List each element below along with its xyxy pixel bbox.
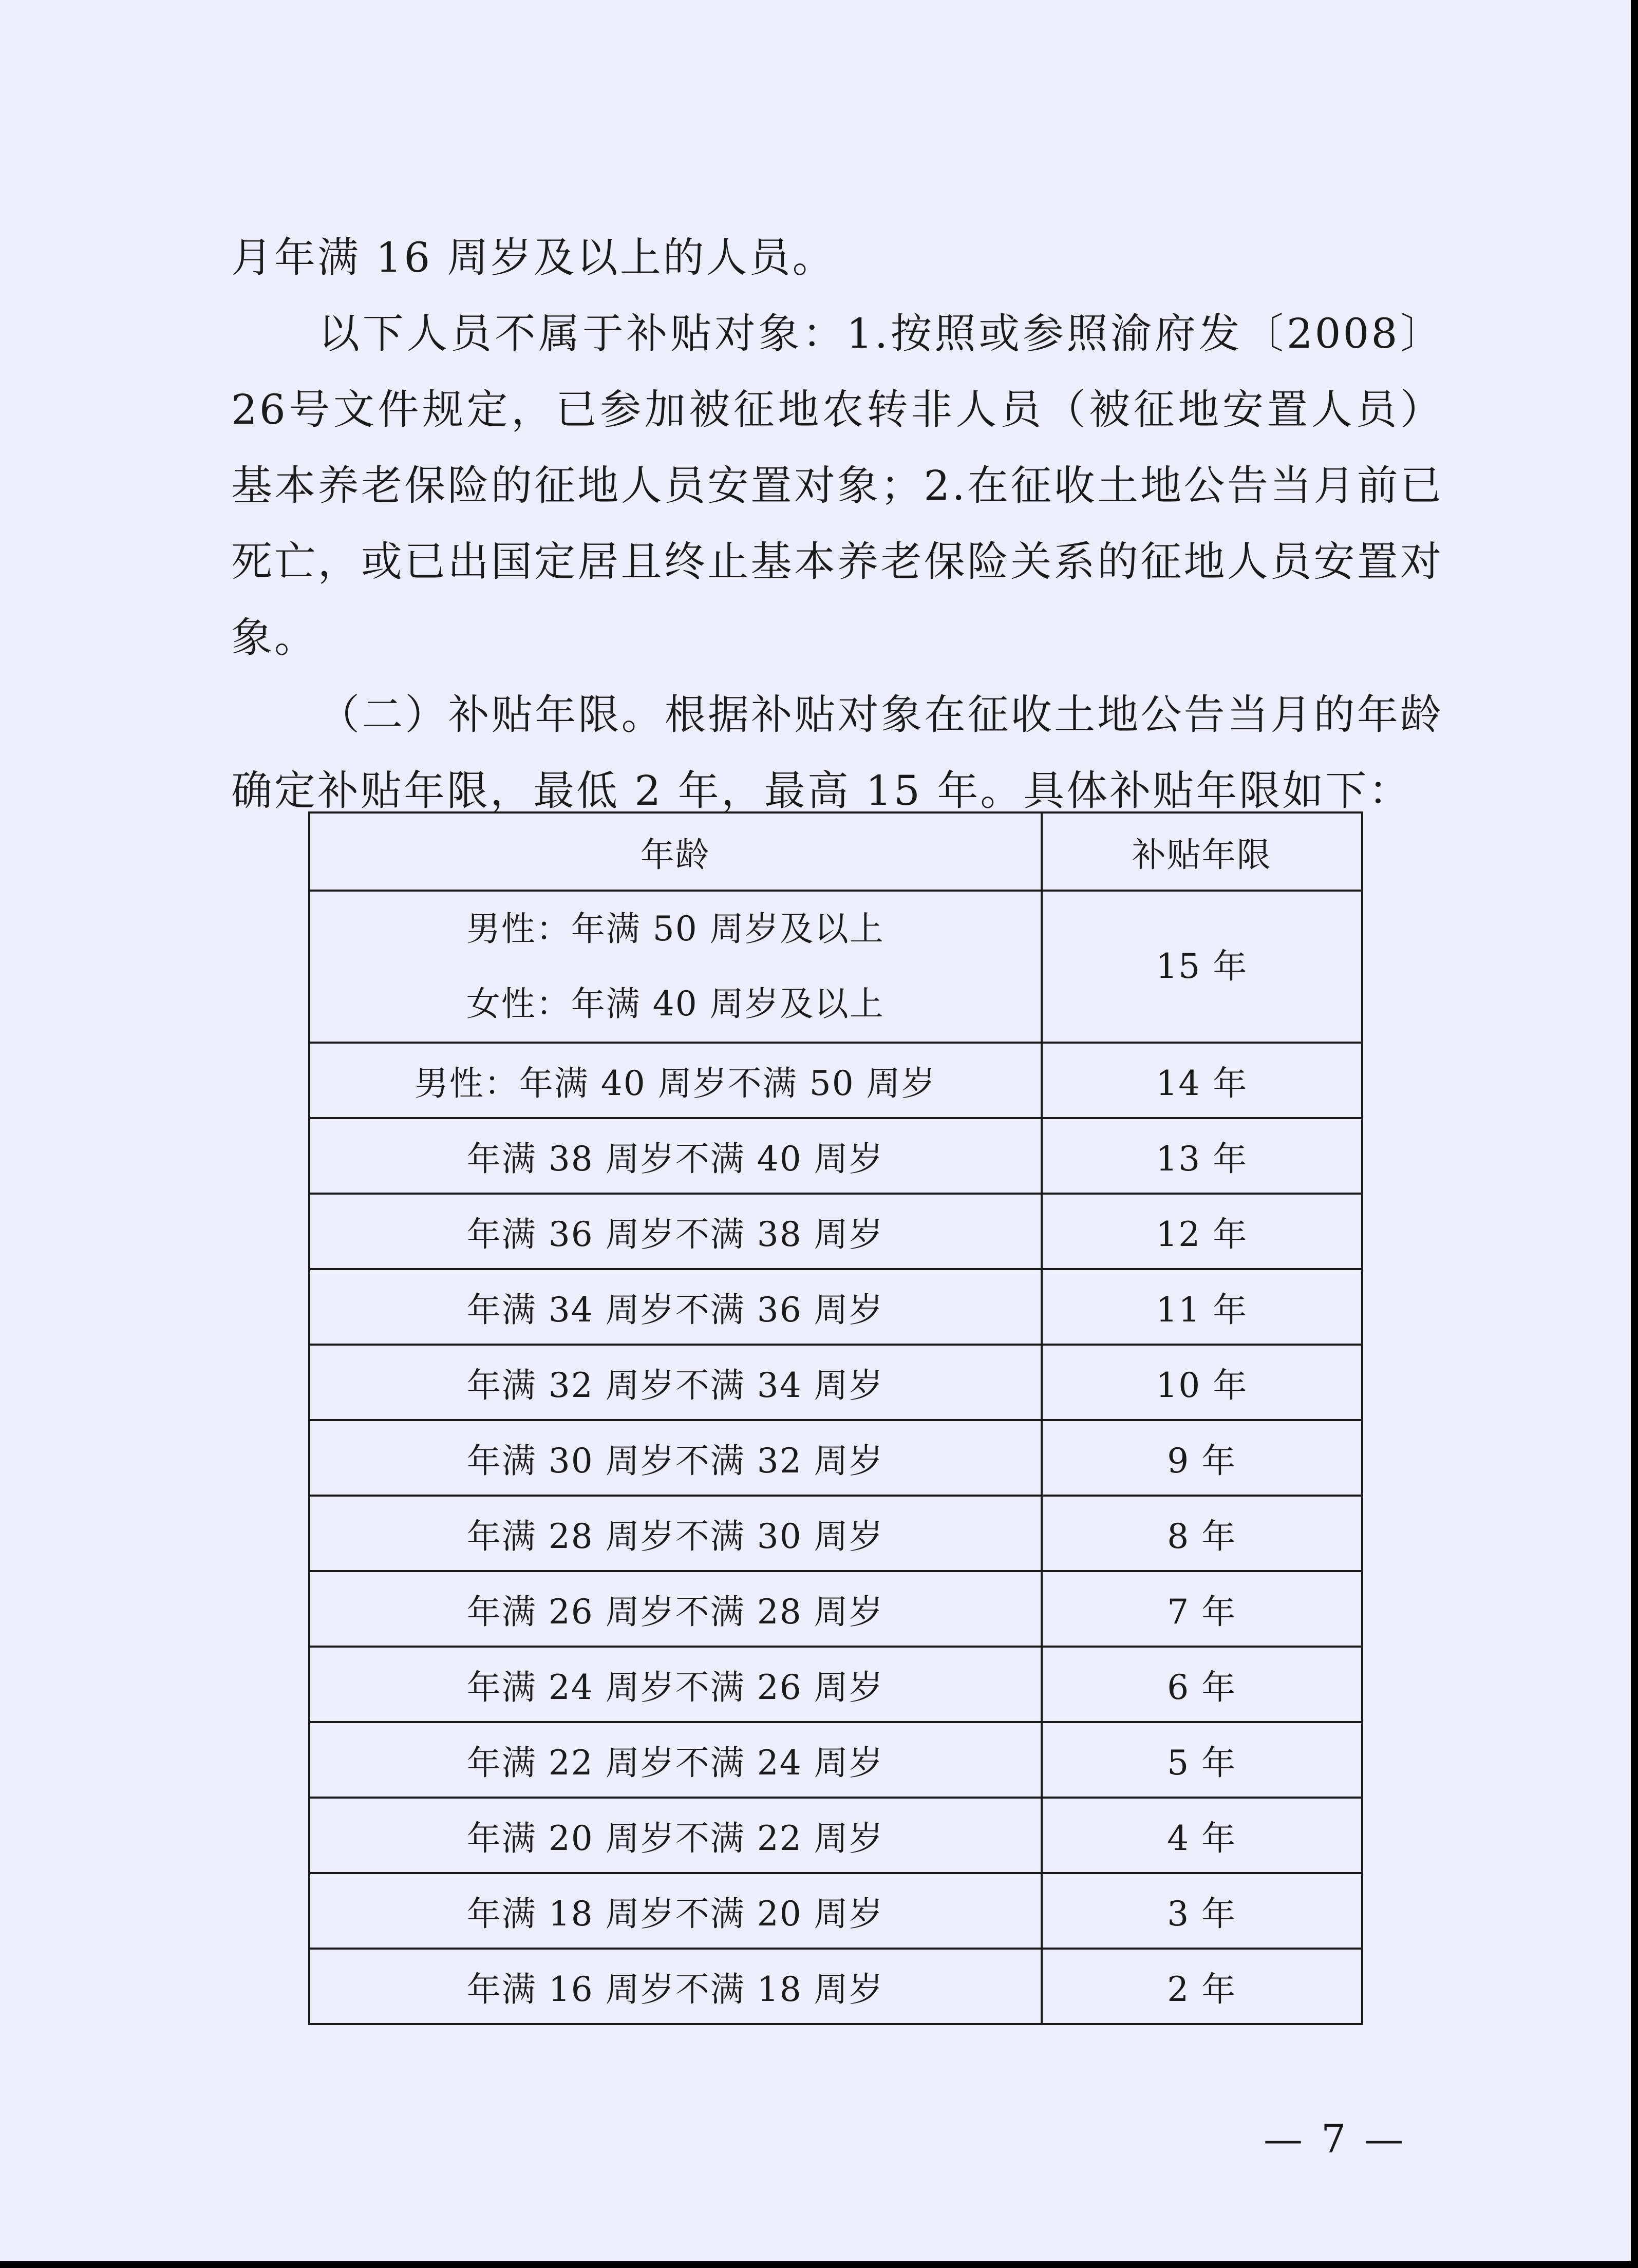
table-row [309,1571,1362,1647]
years-cell: 11 年 [1042,1269,1363,1345]
age-column-header: 年龄 [309,812,1042,891]
table-row [309,1873,1362,1949]
age-cell-line-female: 女性：年满 40 周岁及以上 [466,984,884,1024]
years-cell: 13 年 [1042,1118,1363,1194]
table-row [309,1043,1362,1118]
table-row [309,891,1362,1043]
scan-edge-bottom [0,2261,1638,2268]
table-row [309,1420,1362,1496]
table-row [309,1345,1362,1420]
age-cell: 年满 36 周岁不满 38 周岁 [309,1194,1042,1269]
age-cell: 年满 18 周岁不满 20 周岁 [309,1873,1042,1949]
years-cell: 7 年 [1042,1571,1363,1647]
continuation-paragraph: 月年满 16 周岁及以上的人员。 [231,234,836,281]
years-cell: 10 年 [1042,1345,1363,1420]
years-cell: 5 年 [1042,1722,1363,1798]
age-cell: 年满 32 周岁不满 34 周岁 [309,1345,1042,1420]
table-header-row [309,812,1362,891]
years-cell: 8 年 [1042,1496,1363,1571]
table-row [309,1798,1362,1873]
years-cell: 2 年 [1042,1949,1363,2024]
age-cell: 男性：年满 40 周岁不满 50 周岁 [309,1043,1042,1118]
table-row [309,1496,1362,1571]
age-cell: 年满 38 周岁不满 40 周岁 [309,1118,1042,1194]
table-row [309,1118,1362,1194]
years-cell: 6 年 [1042,1647,1363,1722]
table-row [309,1949,1362,2024]
table-row [309,1722,1362,1798]
age-cell: 年满 22 周岁不满 24 周岁 [309,1722,1042,1798]
years-cell: 15 年 [1042,891,1363,1043]
age-cell: 年满 34 周岁不满 36 周岁 [309,1269,1042,1345]
table-row [309,1194,1362,1269]
table-row [309,1269,1362,1345]
age-cell-line-male: 男性：年满 50 周岁及以上 [466,909,884,949]
age-cell [309,891,1042,1043]
scan-edge-right [1631,0,1638,2268]
age-cell: 年满 28 周岁不满 30 周岁 [309,1496,1042,1571]
years-cell: 14 年 [1042,1043,1363,1118]
age-cell: 年满 30 周岁不满 32 周岁 [309,1420,1042,1496]
subsidy-years-table [308,811,1363,2025]
years-column-header: 补贴年限 [1042,812,1363,891]
subsidy-years-paragraph: （二）补贴年限。根据补贴对象在征收土地公告当月的年龄确定补贴年限，最低 2 年，最高 15 年。具体补贴年限如下： [231,691,1443,815]
table-row [309,1647,1362,1722]
age-cell: 年满 16 周岁不满 18 周岁 [309,1949,1042,2024]
years-cell: 4 年 [1042,1798,1363,1873]
age-cell: 年满 24 周岁不满 26 周岁 [309,1647,1042,1722]
years-cell: 12 年 [1042,1194,1363,1269]
age-cell: 年满 20 周岁不满 22 周岁 [309,1798,1042,1873]
age-cell: 年满 26 周岁不满 28 周岁 [309,1571,1042,1647]
page-number: — 7 — [1264,2116,1407,2162]
exclusions-paragraph: 以下人员不属于补贴对象：1.按照或参照渝府发〔2008〕26号文件规定，已参加被征地农转非人员（被征地安置人员）基本养老保险的征地人员安置对象；2.在征收土地公告当月前已死亡，或已出国定居且终止基本养老保险关系的征地人员安置对象。 [231,310,1443,662]
years-cell: 9 年 [1042,1420,1363,1496]
years-cell: 3 年 [1042,1873,1363,1949]
